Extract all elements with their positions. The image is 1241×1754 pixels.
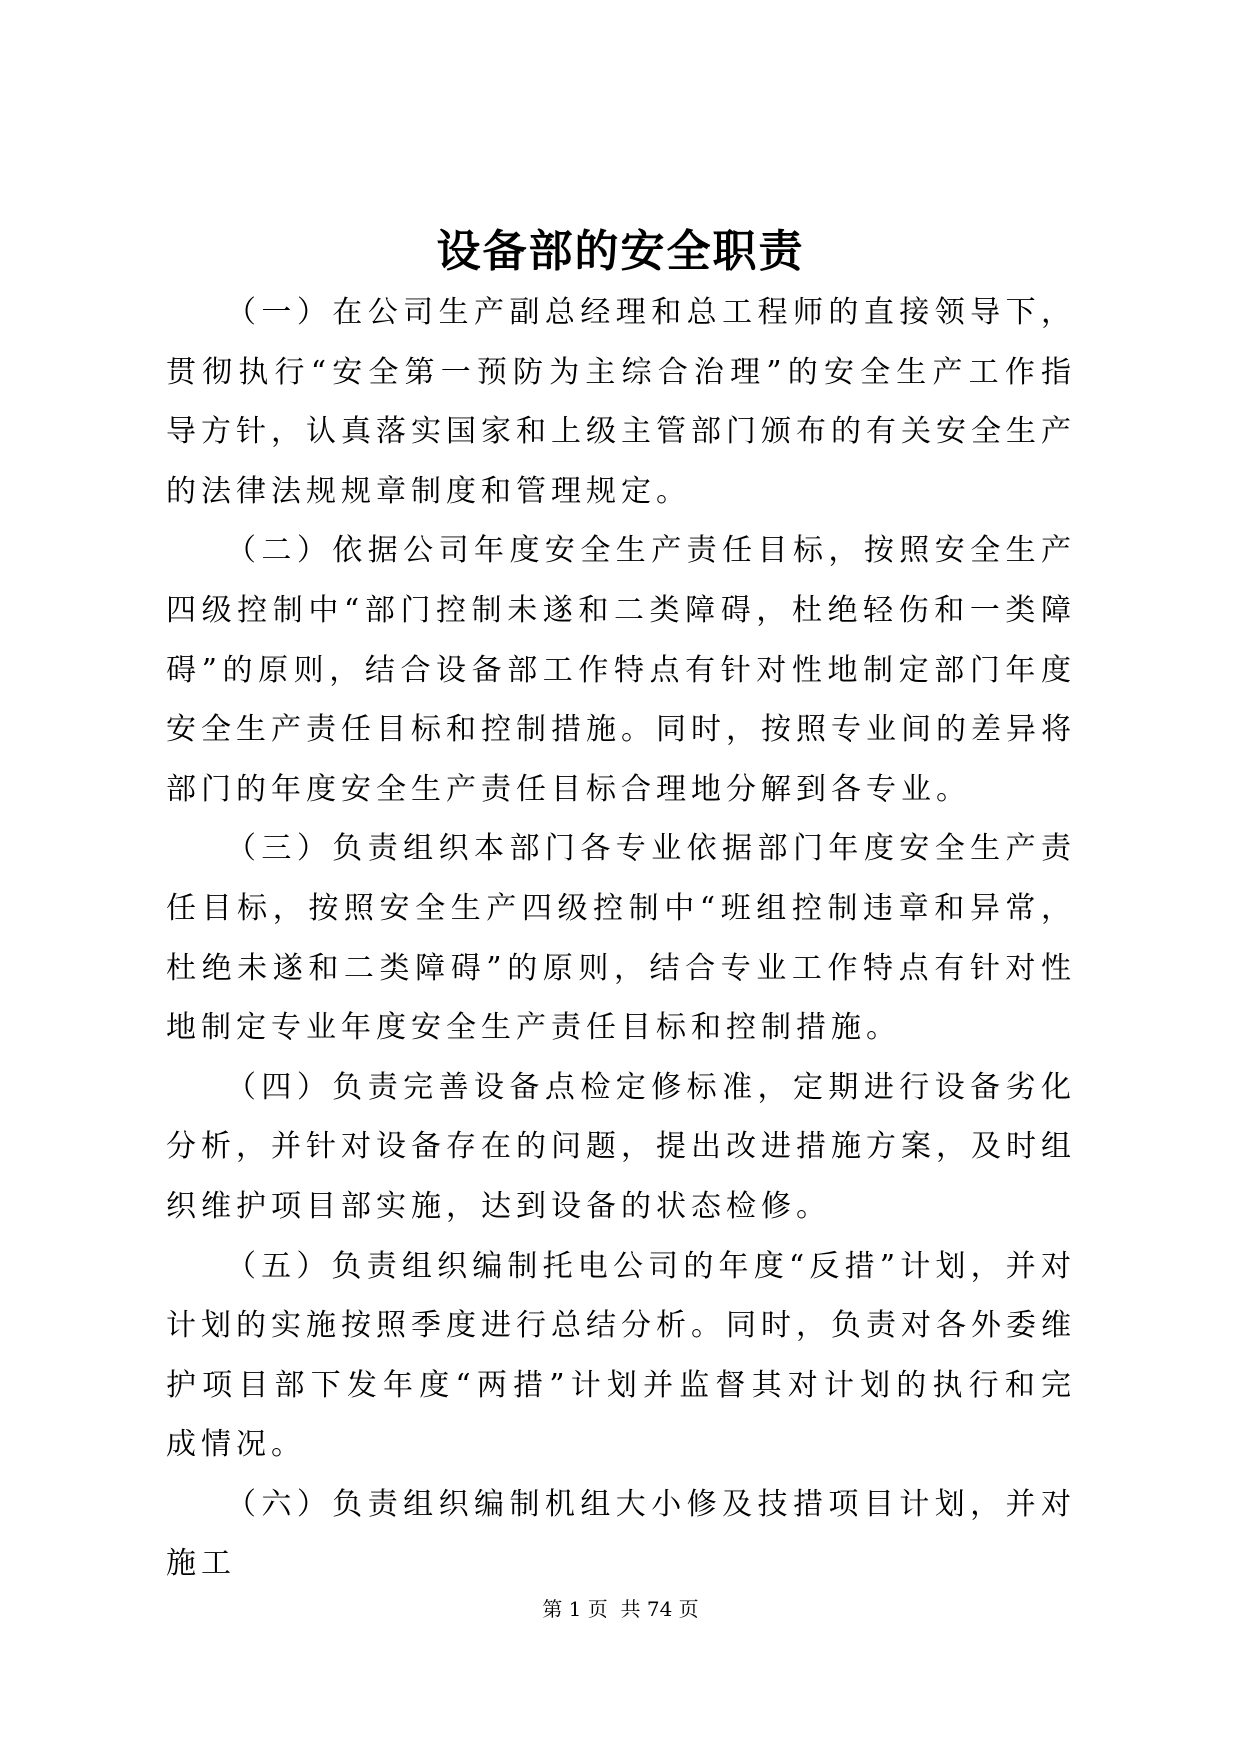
paragraph-1: （一）在公司生产副总经理和总工程师的直接领导下，贯彻执行“安全第一预防为主综合治理”的安全生产工作指导方针，认真落实国家和上级主管部门颁布的有关安全生产的法律法规规章制度和管理规定。 <box>166 295 1076 509</box>
paragraph-5: （五）负责组织编制托电公司的年度“反措”计划，并对计划的实施按照季度进行总结分析。同时，负责对各外委维护项目部下发年度“两措”计划并监督其对计划的执行和完成情况。 <box>166 1248 1076 1463</box>
page-footer <box>0 1594 1241 1624</box>
paragraph-2: （二）依据公司年度安全生产责任目标，按照安全生产四级控制中“部门控制未遂和二类障碍，杜绝轻伤和一类障碍”的原则，结合设备部工作特点有针对性地制定部门年度安全生产责任目标和控制措施。同时，按照专业间的差异将部门的年度安全生产责任目标合理地分解到各专业。 <box>166 533 1076 807</box>
paragraph-6: （六）负责组织编制机组大小修及技措项目计划，并对施工 <box>166 1486 1076 1582</box>
page-number-label: 第 1 页 共 74 页 <box>542 1597 699 1621</box>
paragraph-4: （四）负责完善设备点检定修标准，定期进行设备劣化分析，并针对设备存在的问题，提出改进措施方案，及时组织维护项目部实施，达到设备的状态检修。 <box>166 1069 1076 1224</box>
paragraph-3: （三）负责组织本部门各专业依据部门年度安全生产责任目标，按照安全生产四级控制中“班组控制违章和异常，杜绝未遂和二类障碍”的原则，结合专业工作特点有针对性地制定专业年度安全生产责任目标和控制措施。 <box>166 831 1076 1046</box>
document-body <box>166 283 1076 1594</box>
document-title: 设备部的安全职责 <box>436 226 805 277</box>
